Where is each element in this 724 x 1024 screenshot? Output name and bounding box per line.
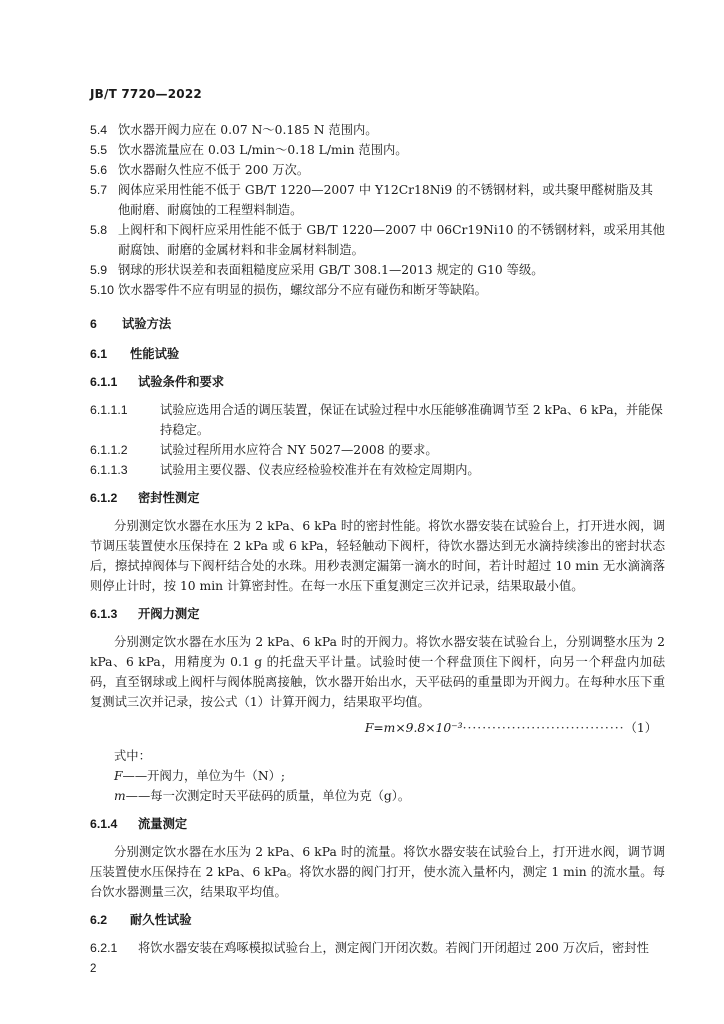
section-number: 6.1.4 [90,817,118,831]
list-item [90,180,665,220]
section-6-1-1-items [90,400,665,480]
item-text: 饮水器流量应在 0.03 L/min～0.18 L/min 范围内。 [118,143,408,157]
list-item [90,220,665,260]
section-title: 性能试验 [130,347,180,361]
where-definition: ——每一次测定时天平砝码的质量，单位为克（g）。 [125,789,411,803]
document-header: JB/T 7720—2022 [90,87,202,101]
section-6-1-3-heading [90,604,665,624]
item-number: 6.1.1.1 [90,403,128,417]
section-6-1-4-heading [90,814,665,834]
section-number: 6 [90,317,97,331]
item-text: 饮水器耐久性应不低于 200 万次。 [118,163,310,177]
item-number: 6.1.1.2 [90,443,128,457]
formula-expression: F=m×9.8×10⁻³ [364,721,463,735]
section-number: 6.1.3 [90,607,118,621]
list-item [90,120,665,140]
item-number: 6.2.1 [90,941,118,955]
list-item [90,440,665,460]
list-item [90,400,665,440]
formula-1 [90,718,665,738]
item-text: 阀体应采用性能不低于 GB/T 1220—2007 中 Y12Cr18Ni9 的不锈钢材料，或共聚甲醛树脂及其他耐磨、耐腐蚀的工程塑料制造。 [118,183,653,217]
section-title: 耐久性试验 [130,913,192,927]
section-number: 6.1.1 [90,375,118,389]
page-number: 2 [90,963,97,975]
section-title: 试验方法 [122,317,172,331]
item-number: 5.9 [90,263,108,277]
section-title: 密封性测定 [138,491,200,505]
section-title: 试验条件和要求 [138,375,225,389]
section-number: 6.2 [90,913,108,927]
where-symbol: F [114,769,123,783]
section-5-items [90,120,665,300]
item-number: 5.5 [90,143,108,157]
list-item [90,260,665,280]
list-item [90,460,665,480]
item-text: 钢球的形状误差和表面粗糙度应采用 GB/T 308.1—2013 规定的 G10 等级。 [118,263,544,277]
list-item [90,280,665,300]
where-line-m [114,786,665,806]
section-title: 开阀力测定 [138,607,200,621]
section-6-1-2-paragraph: 分别测定饮水器在水压为 2 kPa、6 kPa 时的密封性能。将饮水器安装在试验台上，打开进水阀，调节调压装置使水压保持在 2 kPa 或 6 kPa，轻轻触动下阀杆，待饮水器达到无水滴持续渗出的密封状态后，擦拭掉阀体与下阀杆结合处的水珠。用秒表测定漏第一滴水的时间，若计时超过 10 min 无水滴滴落则停止计时，按 10 min 计算密封性。在每一水压下重复测定三次并记录，结果取最小值。 [90,519,665,593]
section-6-2-heading [90,910,665,930]
item-text: 试验用主要仪器、仪表应经检验校准并在有效检定周期内。 [160,463,480,477]
section-6-heading [90,314,665,334]
item-6-2-1 [90,938,665,958]
section-6-1-2-heading [90,488,665,508]
section-number: 6.1.2 [90,491,118,505]
document-body [90,120,665,958]
item-number: 5.10 [90,283,114,297]
where-line-f [114,766,665,786]
item-text: 试验应选用合适的调压装置，保证在试验过程中水压能够准确调节至 2 kPa、6 kPa，并能保持稳定。 [160,403,663,437]
section-number: 6.1 [90,347,108,361]
where-symbol: m [114,789,126,803]
item-number: 5.8 [90,223,108,237]
section-6-1-heading [90,344,665,364]
item-number: 5.6 [90,163,108,177]
list-item [90,160,665,180]
section-6-1-1-heading [90,372,665,392]
item-text: 饮水器开阀力应在 0.07 N～0.185 N 范围内。 [118,123,378,137]
item-text: 将饮水器安装在鸡啄模拟试验台上，测定阀门开闭次数。若阀门开闭超过 200 万次后，密封性 [138,941,649,955]
section-title: 流量测定 [138,817,188,831]
where-intro: 式中： [114,749,151,763]
item-text: 试验过程所用水应符合 NY 5027—2008 的要求。 [160,443,438,457]
item-number: 5.7 [90,183,108,197]
where-definition: ——开阀力，单位为牛（N）; [122,769,286,783]
formula-label: （1） [624,721,657,735]
item-text: 上阀杆和下阀杆应采用性能不低于 GB/T 1220—2007 中 06Cr19Ni10 的不锈钢材料，或采用其他耐腐蚀、耐磨的金属材料和非金属材料制造。 [118,223,665,257]
item-text: 饮水器零件不应有明显的损伤，螺纹部分不应有碰伤和断牙等缺陷。 [118,283,487,297]
section-6-1-3-paragraph: 分别测定饮水器在水压为 2 kPa、6 kPa 时的开阀力。将饮水器安装在试验台上，分别调整水压为 2 kPa、6 kPa，用精度为 0.1 g 的托盘天平计量。试验时使一个秤盘顶住下阀杆，向另一个秤盘内加砝码，直至钢球或上阀杆与阀体脱离接触，饮水器开始出水，天平砝码的重量即为开阀力。在每种水压下重复测试三次并记录，按公式（1）计算开阀力，结果取平均值。 [90,635,665,709]
formula-leader-dots: ································· [462,721,625,735]
item-number: 6.1.1.3 [90,463,128,477]
formula-where-block [90,746,665,806]
item-number: 5.4 [90,123,108,137]
list-item [90,140,665,160]
section-6-1-4-paragraph: 分别测定饮水器在水压为 2 kPa、6 kPa 时的流量。将饮水器安装在试验台上，打开进水阀，调节调压装置使水压保持在 2 kPa、6 kPa。将饮水器的阀门打开，使水流入量杯内，测定 1 min 的流水量。每台饮水器测量三次，结果取平均值。 [90,845,665,899]
